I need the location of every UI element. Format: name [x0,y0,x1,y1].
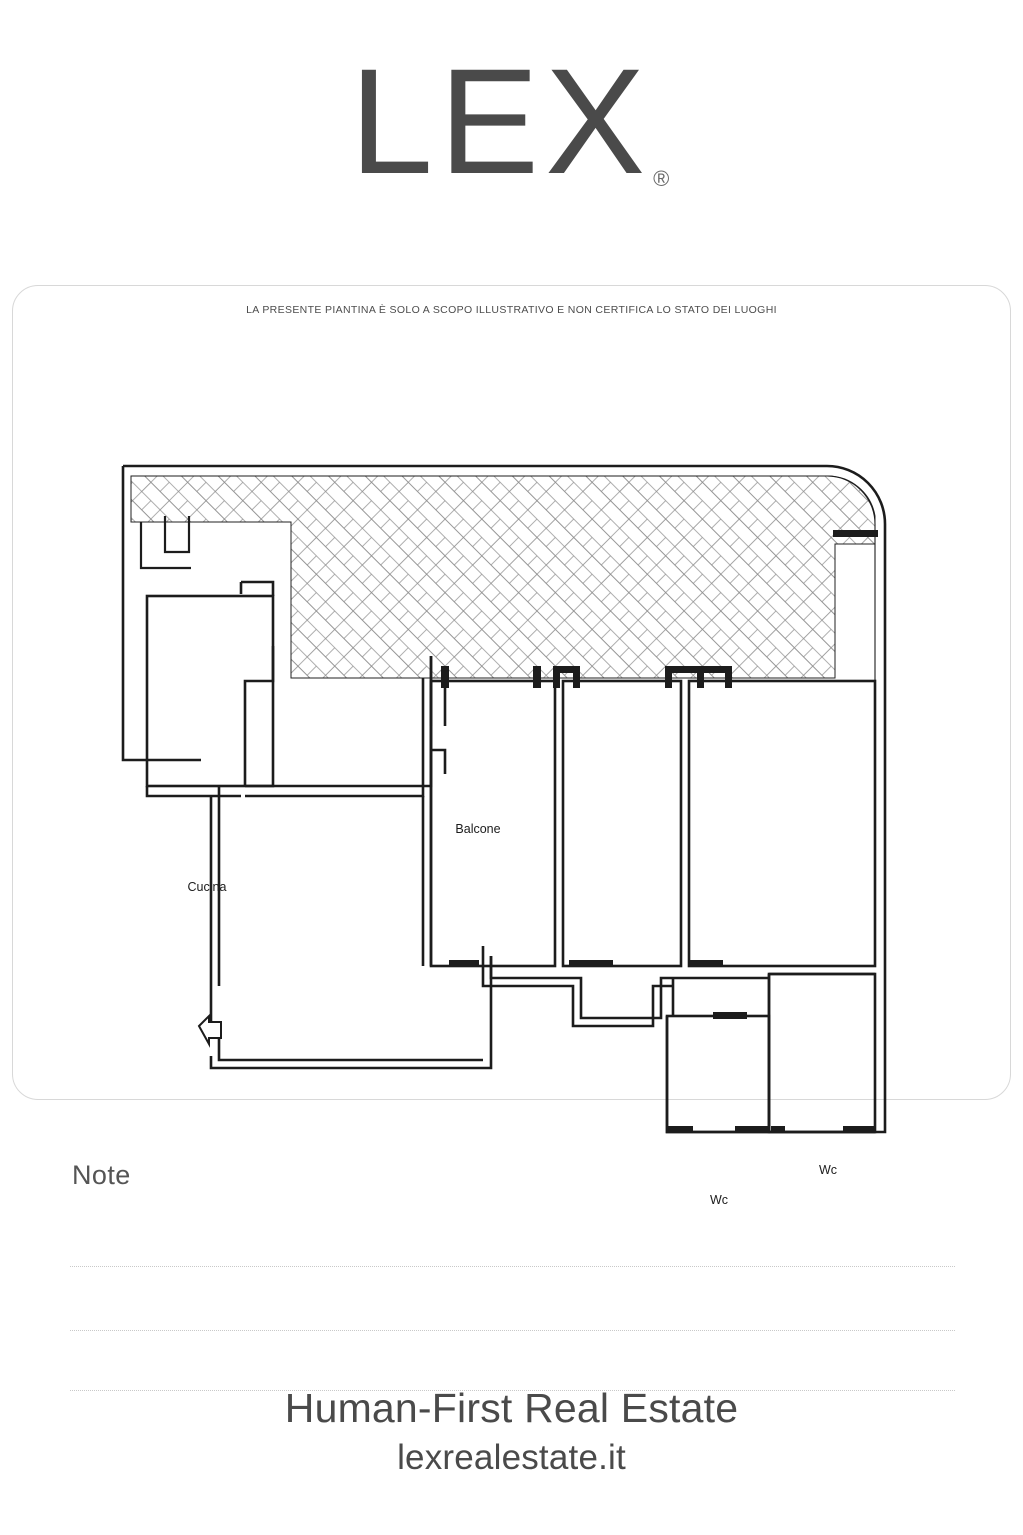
room-label-cucina: Cucina [187,880,227,894]
brand-header [0,0,1023,230]
room-wc-small [667,1016,769,1132]
plan-disclaimer: LA PRESENTE PIANTINA È SOLO A SCOPO ILLUSTRATIVO E NON CERTIFICA LO STATO DEI LUOGHI [246,304,777,316]
wc-small-openings [667,1012,769,1133]
footer-tagline: Human-First Real Estate [284,1385,739,1431]
lex-logo [349,37,676,205]
interior-walls [211,656,673,1068]
registered-mark-icon: ® [653,166,676,191]
note-line-1[interactable] [70,1203,955,1267]
room-wc-large [769,974,885,1132]
footer [0,1385,1023,1478]
room-label-wc-large: Wc [818,1163,838,1177]
bathroom-corridor-walls [673,974,769,1132]
room-bedroom-2 [563,681,681,966]
room-cucina-walls [147,582,273,796]
notes-section [70,1160,955,1391]
note-line-2[interactable] [70,1267,955,1331]
footer-website[interactable]: lexrealestate.it [397,1438,626,1478]
room-bedroom-3 [689,681,875,966]
room-label-wc-small: Wc [709,1193,729,1207]
balcony-right-return [833,530,878,537]
cucina-door-swing [245,598,273,736]
note-line-3[interactable] [70,1331,955,1391]
balcony-area [131,476,875,678]
notes-title: Note [72,1160,131,1190]
balcony-left-detail [141,516,191,568]
bedroom-1-openings [441,666,541,967]
room-label-balcone: Balcone [455,822,501,836]
lex-logo-text: LEX [349,37,652,205]
bedroom-3-openings [665,666,732,967]
